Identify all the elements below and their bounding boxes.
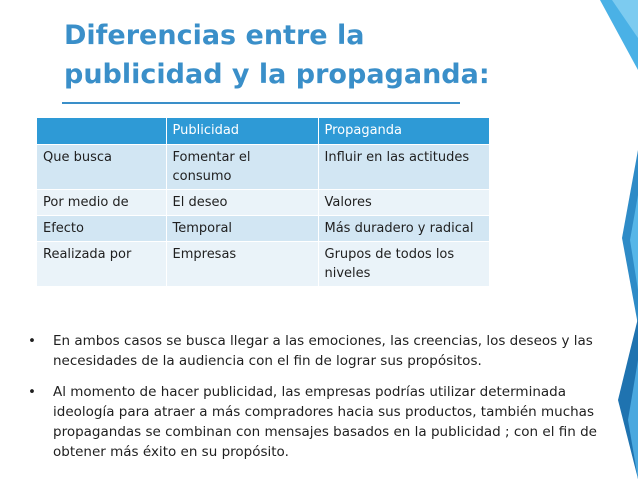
table-cell: Fomentar el consumo [166, 145, 318, 190]
comparison-table [37, 118, 489, 286]
slide-title-line: Diferencias entre la [64, 20, 365, 51]
title-underline [62, 102, 460, 104]
table-row [37, 190, 489, 216]
bullet-text: En ambos casos se busca llegar a las emociones, las creencias, los deseos y las necesidades de la audiencia con el fin de lograr sus propósitos. [53, 333, 593, 369]
slide-title [64, 16, 524, 94]
table-header-cell: Publicidad [166, 118, 318, 145]
table-cell: El deseo [166, 190, 318, 216]
bullet-list [28, 331, 608, 473]
table-cell: Empresas [166, 242, 318, 287]
table-cell: Que busca [37, 145, 166, 190]
bullet-item [28, 382, 608, 462]
slide-title-line: publicidad y la propaganda: [64, 59, 490, 90]
table-header-cell [37, 118, 166, 145]
table-cell: Efecto [37, 216, 166, 242]
table-header-row [37, 118, 489, 145]
table-row [37, 145, 489, 190]
table-cell: Temporal [166, 216, 318, 242]
table-cell: Más duradero y radical [318, 216, 489, 242]
table-row [37, 216, 489, 242]
bullet-text: Al momento de hacer publicidad, las empresas podrías utilizar determinada ideología para atraer a más compradores hacia sus productos, también muchas propagandas se combinan con mensajes basados en la publicidad ; con el fin de obtener más éxito en su propósito. [53, 384, 597, 460]
table-cell: Realizada por [37, 242, 166, 287]
bullet-marker: • [28, 384, 36, 400]
table-header-cell: Propaganda [318, 118, 489, 145]
table-cell: Grupos de todos los niveles [318, 242, 489, 287]
table-row [37, 242, 489, 287]
bullet-marker: • [28, 333, 36, 349]
bullet-item [28, 331, 608, 371]
table-cell: Valores [318, 190, 489, 216]
table-cell: Influir en las actitudes [318, 145, 489, 190]
table-cell: Por medio de [37, 190, 166, 216]
